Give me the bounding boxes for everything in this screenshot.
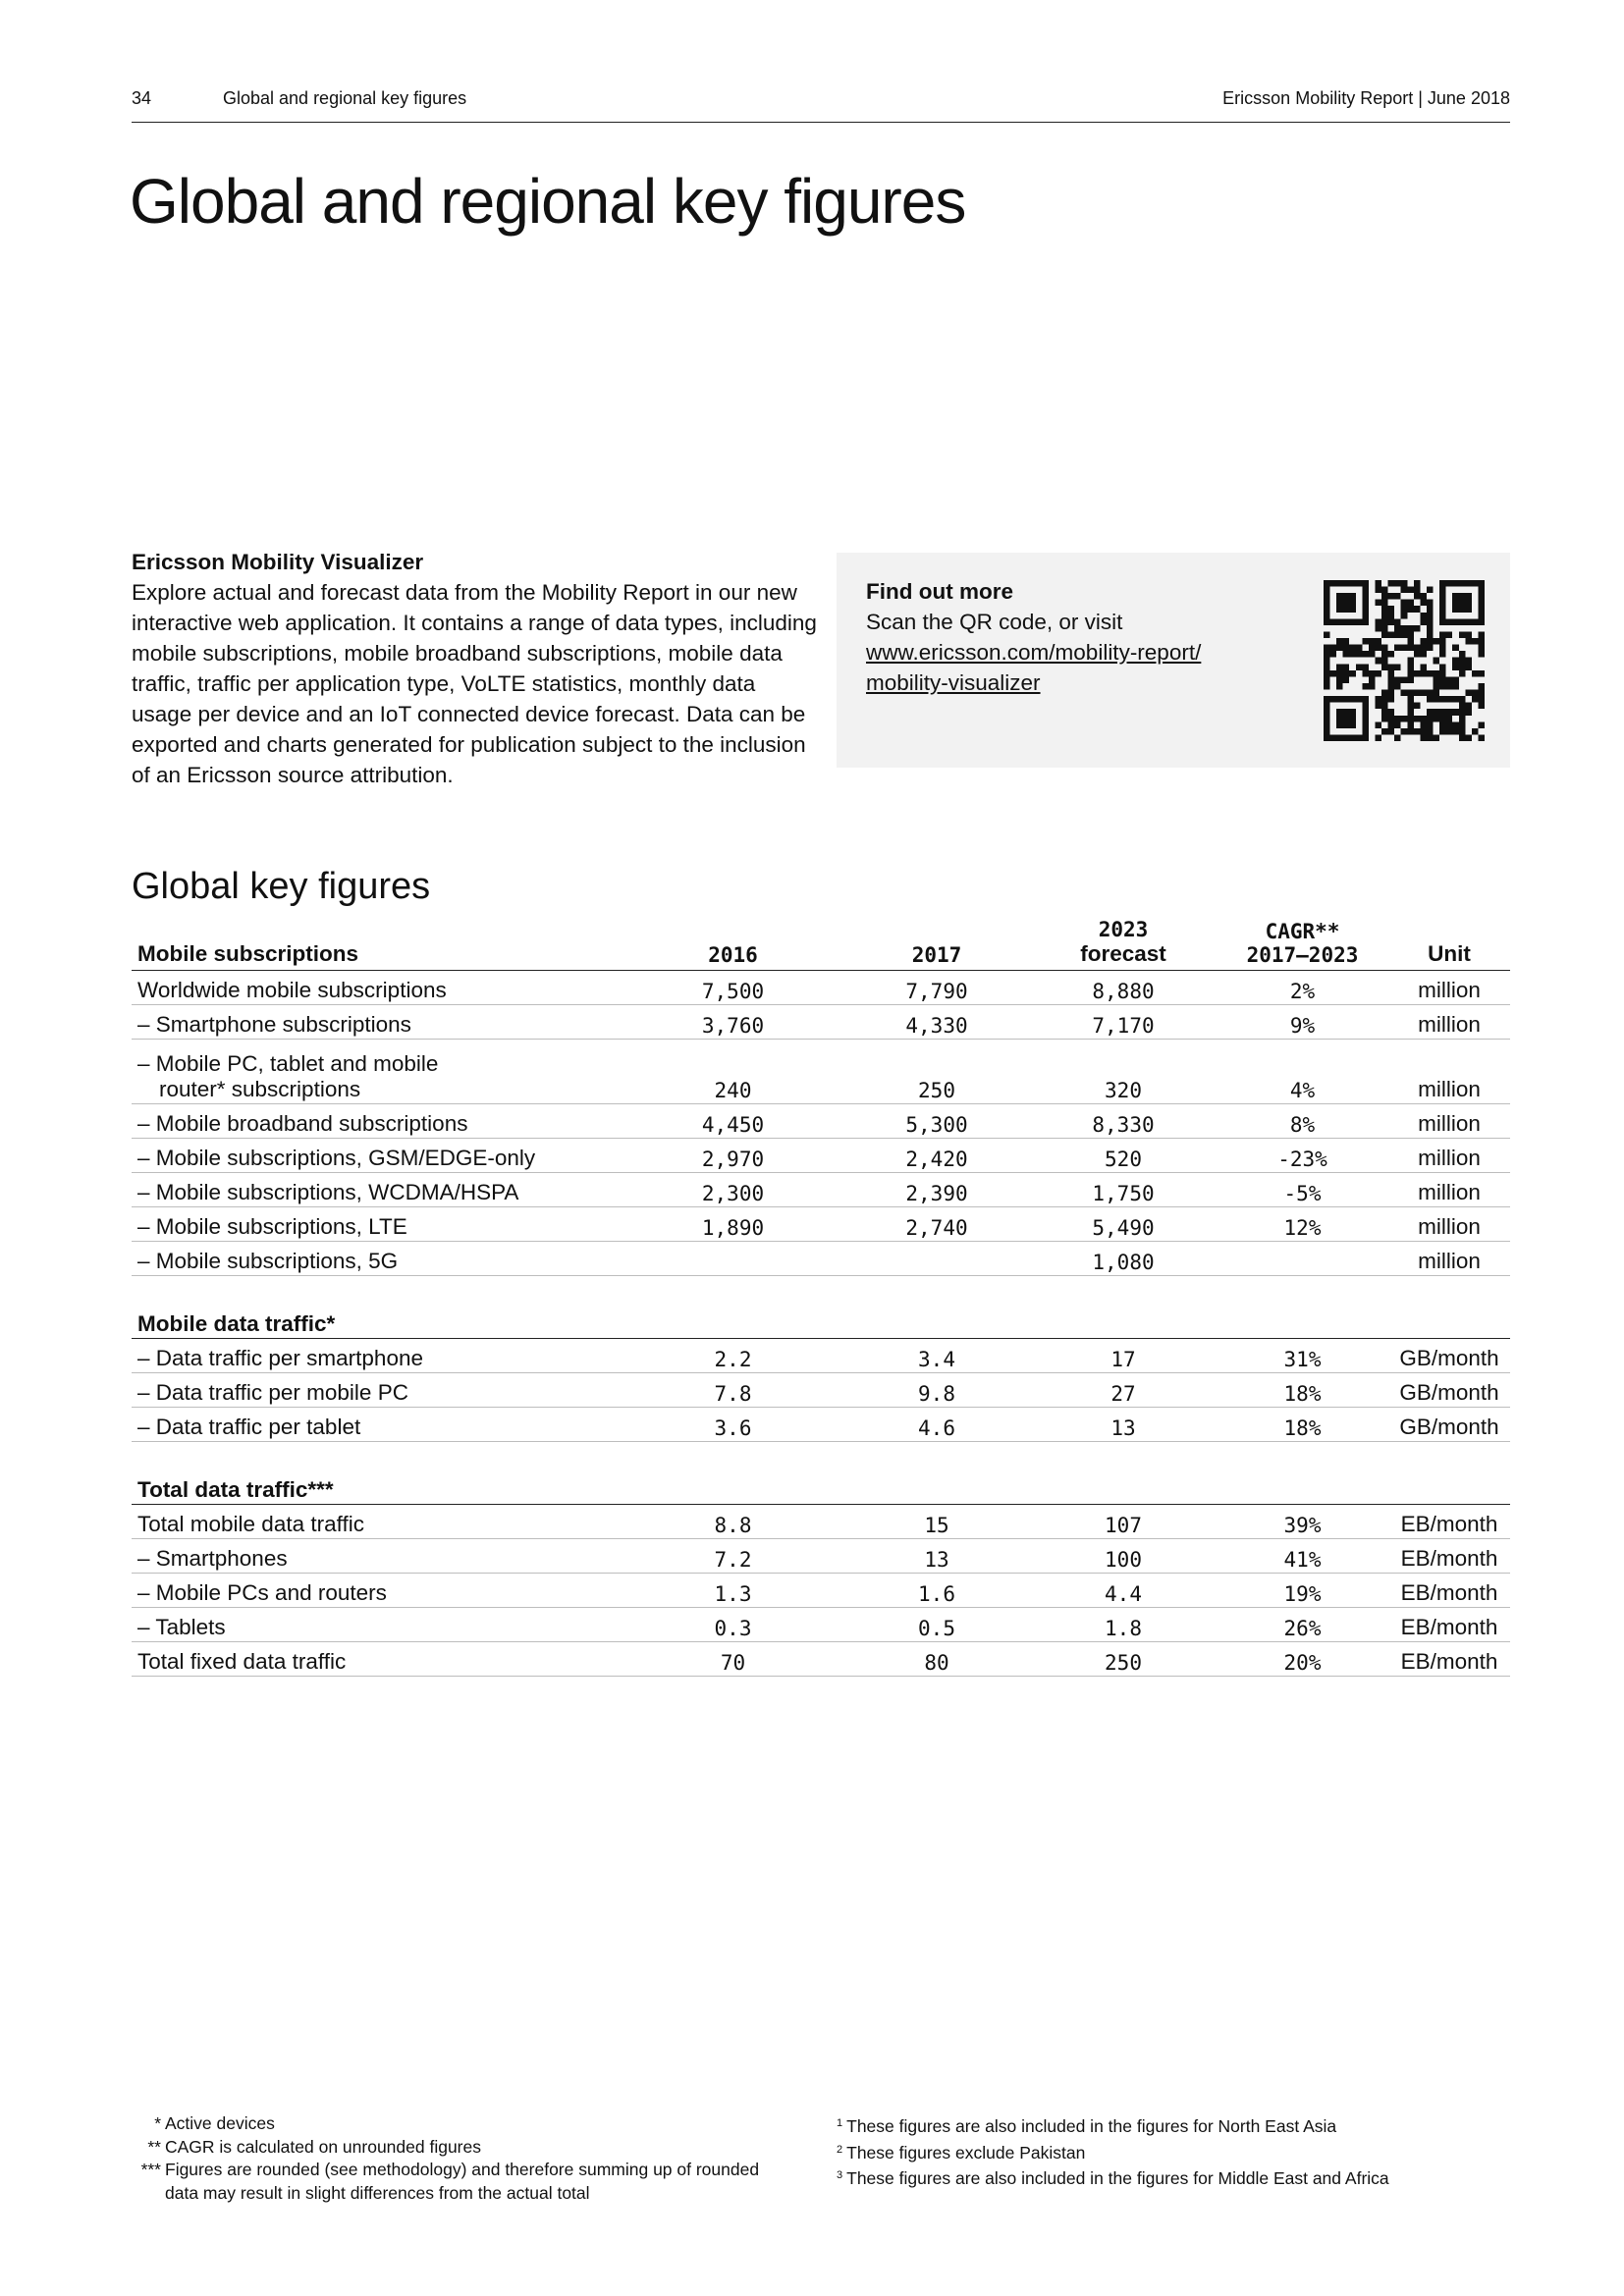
cell-v2023: 320 <box>1030 1040 1217 1104</box>
cell-v2016: 70 <box>623 1642 843 1677</box>
cell-cagr: 8% <box>1217 1104 1388 1139</box>
cell-unit: million <box>1388 971 1510 1005</box>
footnote <box>837 2112 1510 2139</box>
cell-v2017: 3.4 <box>843 1339 1030 1373</box>
total-data-traffic-heading <box>132 1473 1510 1505</box>
row-label <box>132 1373 623 1408</box>
footnote-mark: 1 <box>837 2117 843 2129</box>
table-row <box>132 1539 1510 1574</box>
cell-v2016: 2,300 <box>623 1173 843 1207</box>
cell-v2017: 250 <box>843 1040 1030 1104</box>
row-label <box>132 1505 623 1539</box>
cell-cagr: 2% <box>1217 971 1388 1005</box>
cell-v2016: 2,970 <box>623 1139 843 1173</box>
cell-v2017: 4,330 <box>843 1005 1030 1040</box>
cell-v2016: 7,500 <box>623 971 843 1005</box>
qr-code-icon <box>1324 580 1485 741</box>
footnote <box>837 2139 1510 2165</box>
find-out-more-box <box>837 553 1510 768</box>
table-row <box>132 1173 1510 1207</box>
footnote-text: These figures exclude Pakistan <box>846 2142 1086 2163</box>
cell-v2016: 8.8 <box>623 1505 843 1539</box>
table-header-row <box>132 898 1510 971</box>
footnote-mark: 2 <box>837 2143 843 2156</box>
row-label <box>132 1005 623 1040</box>
visualizer-body: Explore actual and forecast data from the Mobility Report in our new interactive web application. It contains a range of data types, including mobile subscriptions, mobile broadband subscriptions, mobile data traffic, traffic per application type, VoLTE statistics, monthly data usage per device and an IoT connected device forecast. Data can be exported and charts generated for publication subject to the inclusion of an Ericsson source attribution. <box>132 580 817 787</box>
footnote <box>132 2159 770 2205</box>
footnotes-right <box>837 2112 1510 2191</box>
cell-v2017 <box>843 1242 1030 1276</box>
page-number: 34 <box>132 88 152 108</box>
footnote <box>132 2136 770 2160</box>
row-label-text: – Smartphones <box>137 1546 288 1571</box>
cell-cagr: 39% <box>1217 1505 1388 1539</box>
footnote-text: Figures are rounded (see methodology) and therefore summing up of rounded data may result in slight differences from the actual total <box>165 2160 760 2203</box>
table-row <box>132 1608 1510 1642</box>
cell-v2023: 8,330 <box>1030 1104 1217 1139</box>
cell-v2023: 13 <box>1030 1408 1217 1442</box>
table-row <box>132 1373 1510 1408</box>
row-label-text: – Data traffic per mobile PC <box>137 1380 408 1405</box>
row-label-text: – Tablets <box>137 1615 226 1639</box>
cell-cagr: 31% <box>1217 1339 1388 1373</box>
row-label <box>132 1173 623 1207</box>
footnote-text: Active devices <box>165 2113 275 2133</box>
cell-v2017: 4.6 <box>843 1408 1030 1442</box>
col-header-forecast <box>1030 898 1217 971</box>
footnote <box>132 2112 770 2136</box>
visualizer-section <box>132 547 819 790</box>
table-row <box>132 1642 1510 1677</box>
row-label <box>132 1339 623 1373</box>
cell-v2017: 1.6 <box>843 1574 1030 1608</box>
visualizer-link-cont[interactable]: mobility-visualizer <box>866 670 1041 695</box>
cell-cagr: 12% <box>1217 1207 1388 1242</box>
col-header-forecast-year: 2023 <box>1098 918 1149 941</box>
cell-unit: million <box>1388 1173 1510 1207</box>
row-label <box>132 1207 623 1242</box>
table-row <box>132 1505 1510 1539</box>
cell-cagr: 19% <box>1217 1574 1388 1608</box>
table-row <box>132 1139 1510 1173</box>
total-data-traffic-heading-label: Total data traffic*** <box>132 1473 1510 1505</box>
cell-v2023: 8,880 <box>1030 971 1217 1005</box>
cell-cagr: 20% <box>1217 1642 1388 1677</box>
page-title: Global and regional key figures <box>130 166 966 237</box>
row-label <box>132 1242 623 1276</box>
header-section-title: Global and regional key figures <box>223 88 467 108</box>
table-row <box>132 1040 1510 1104</box>
row-label-text: – Mobile PC, tablet and mobile <box>137 1051 439 1076</box>
visualizer-heading: Ericsson Mobility Visualizer <box>132 550 424 574</box>
cell-unit: million <box>1388 1104 1510 1139</box>
find-out-more-body: Scan the QR code, or visit <box>866 610 1123 634</box>
cell-v2023: 1,750 <box>1030 1173 1217 1207</box>
row-label-text: – Data traffic per smartphone <box>137 1346 423 1370</box>
table-row <box>132 1339 1510 1373</box>
cell-v2023: 107 <box>1030 1505 1217 1539</box>
footnote-mark: *** <box>140 2160 161 2179</box>
cell-v2017: 13 <box>843 1539 1030 1574</box>
cell-v2023: 4.4 <box>1030 1574 1217 1608</box>
spacer-row <box>132 1442 1510 1474</box>
row-label-text: – Mobile PCs and routers <box>137 1580 387 1605</box>
footnote-mark: 3 <box>837 2169 843 2181</box>
mobile-data-traffic-heading-label: Mobile data traffic* <box>132 1308 1510 1339</box>
table-row <box>132 1574 1510 1608</box>
cell-unit: million <box>1388 1207 1510 1242</box>
cell-cagr: 4% <box>1217 1040 1388 1104</box>
row-label <box>132 1574 623 1608</box>
row-label-text: Worldwide mobile subscriptions <box>137 978 447 1002</box>
col-header-2016: 2016 <box>623 898 843 971</box>
cell-v2016 <box>623 1242 843 1276</box>
row-label-text: – Mobile subscriptions, WCDMA/HSPA <box>137 1180 519 1204</box>
footnote-text: These figures are also included in the figures for Middle East and Africa <box>846 2168 1389 2188</box>
cell-v2023: 1,080 <box>1030 1242 1217 1276</box>
row-label <box>132 1139 623 1173</box>
cell-v2017: 15 <box>843 1505 1030 1539</box>
row-label <box>132 1642 623 1677</box>
cell-v2023: 5,490 <box>1030 1207 1217 1242</box>
col-header-cagr <box>1217 898 1388 971</box>
cell-v2016: 3,760 <box>623 1005 843 1040</box>
footnotes-left <box>132 2112 770 2205</box>
cell-cagr: -23% <box>1217 1139 1388 1173</box>
col-header-forecast-label: forecast <box>1080 941 1166 966</box>
cell-v2023: 7,170 <box>1030 1005 1217 1040</box>
row-label <box>132 1539 623 1574</box>
row-label-text-cont: router* subscriptions <box>159 1077 361 1101</box>
cell-v2016: 0.3 <box>623 1608 843 1642</box>
cell-unit: EB/month <box>1388 1574 1510 1608</box>
cell-v2017: 7,790 <box>843 971 1030 1005</box>
cell-unit: million <box>1388 1242 1510 1276</box>
global-key-figures-table <box>132 898 1510 1677</box>
cell-v2016: 1,890 <box>623 1207 843 1242</box>
footnote-text: CAGR is calculated on unrounded figures <box>165 2136 481 2157</box>
cell-cagr: 9% <box>1217 1005 1388 1040</box>
cell-v2017: 2,420 <box>843 1139 1030 1173</box>
cell-v2016: 4,450 <box>623 1104 843 1139</box>
row-label-text: Total fixed data traffic <box>137 1649 347 1674</box>
cell-cagr: 18% <box>1217 1408 1388 1442</box>
cell-v2017: 0.5 <box>843 1608 1030 1642</box>
page-header <box>132 86 1510 123</box>
cell-unit: EB/month <box>1388 1539 1510 1574</box>
col-header-cagr-period: 2017–2023 <box>1246 943 1359 967</box>
cell-unit: EB/month <box>1388 1642 1510 1677</box>
cell-v2017: 2,740 <box>843 1207 1030 1242</box>
cell-cagr: 41% <box>1217 1539 1388 1574</box>
cell-v2017: 5,300 <box>843 1104 1030 1139</box>
row-label <box>132 1104 623 1139</box>
find-out-more-heading: Find out more <box>866 579 1013 604</box>
cell-unit: EB/month <box>1388 1505 1510 1539</box>
cell-unit: million <box>1388 1040 1510 1104</box>
cell-v2016: 3.6 <box>623 1408 843 1442</box>
row-label <box>132 971 623 1005</box>
row-label-text: – Mobile subscriptions, 5G <box>137 1249 399 1273</box>
cell-v2023: 520 <box>1030 1139 1217 1173</box>
row-label <box>132 1408 623 1442</box>
cell-unit: GB/month <box>1388 1408 1510 1442</box>
footnote-text: These figures are also included in the figures for North East Asia <box>846 2116 1337 2136</box>
cell-v2016: 1.3 <box>623 1574 843 1608</box>
footnote-mark: ** <box>147 2136 161 2157</box>
table-row <box>132 1005 1510 1040</box>
spacer-row <box>132 1276 1510 1308</box>
table-row <box>132 1242 1510 1276</box>
row-label <box>132 1040 623 1104</box>
cell-v2023: 1.8 <box>1030 1608 1217 1642</box>
table-row <box>132 971 1510 1005</box>
visualizer-link[interactable]: www.ericsson.com/mobility-report/ <box>866 640 1202 665</box>
table-row <box>132 1207 1510 1242</box>
cell-cagr: 26% <box>1217 1608 1388 1642</box>
row-label-text: – Data traffic per tablet <box>137 1415 361 1439</box>
row-label-text: – Mobile subscriptions, LTE <box>137 1214 407 1239</box>
cell-cagr: 18% <box>1217 1373 1388 1408</box>
row-label-text: – Mobile subscriptions, GSM/EDGE-only <box>137 1146 536 1170</box>
cell-v2016: 2.2 <box>623 1339 843 1373</box>
table-row <box>132 1104 1510 1139</box>
cell-v2023: 250 <box>1030 1642 1217 1677</box>
row-label-text: Total mobile data traffic <box>137 1512 364 1536</box>
mobile-data-traffic-heading <box>132 1308 1510 1339</box>
cell-cagr <box>1217 1242 1388 1276</box>
cell-v2016: 240 <box>623 1040 843 1104</box>
col-header-unit: Unit <box>1388 898 1510 971</box>
col-header-2017: 2017 <box>843 898 1030 971</box>
row-label-text: – Mobile broadband subscriptions <box>137 1111 468 1136</box>
cell-v2023: 27 <box>1030 1373 1217 1408</box>
cell-v2017: 80 <box>843 1642 1030 1677</box>
cell-v2016: 7.2 <box>623 1539 843 1574</box>
row-label <box>132 1608 623 1642</box>
cell-unit: EB/month <box>1388 1608 1510 1642</box>
col-header-cagr-label: CAGR** <box>1265 920 1340 943</box>
row-label-text: – Smartphone subscriptions <box>137 1012 411 1037</box>
col-header-label: Mobile subscriptions <box>132 898 623 971</box>
cell-v2017: 9.8 <box>843 1373 1030 1408</box>
cell-v2017: 2,390 <box>843 1173 1030 1207</box>
header-report-title: Ericsson Mobility Report | June 2018 <box>1222 88 1510 108</box>
table-row <box>132 1408 1510 1442</box>
cell-v2023: 100 <box>1030 1539 1217 1574</box>
cell-unit: GB/month <box>1388 1339 1510 1373</box>
global-key-figures-title: Global key figures <box>132 866 431 907</box>
cell-cagr: -5% <box>1217 1173 1388 1207</box>
footnote <box>837 2164 1510 2191</box>
cell-unit: GB/month <box>1388 1373 1510 1408</box>
footnote-mark: * <box>154 2113 161 2133</box>
cell-v2016: 7.8 <box>623 1373 843 1408</box>
cell-v2023: 17 <box>1030 1339 1217 1373</box>
cell-unit: million <box>1388 1005 1510 1040</box>
cell-unit: million <box>1388 1139 1510 1173</box>
